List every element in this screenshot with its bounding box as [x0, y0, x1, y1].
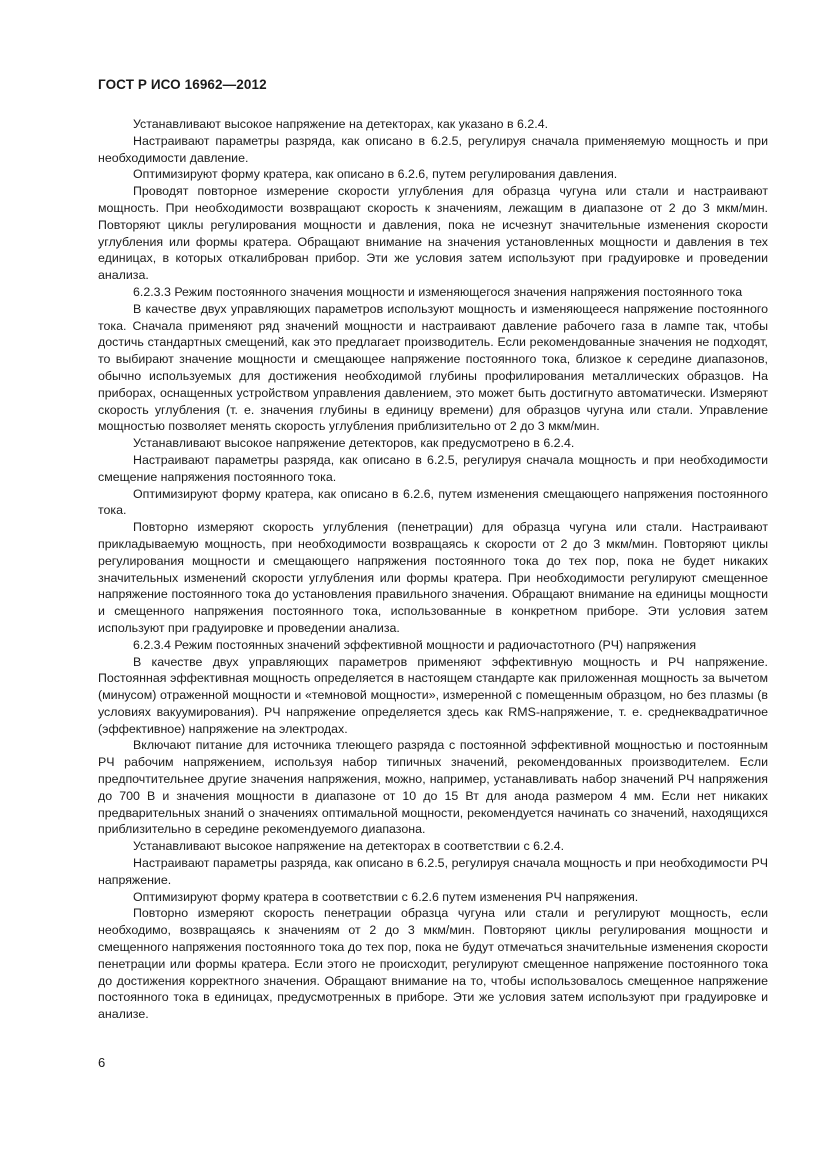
paragraph: Включают питание для источника тлеющего разряда с постоянной эффективной мощностью и постоянным РЧ рабочим напряжением, используя набор типичных значений, рекомендованных производителем. Если предпочтительнее другие значения напряжения, можно, например, устанавливать набор значений РЧ напряжения до 700 В и значения мощности в диапазоне от 10 до 15 Вт для анода размером 4 мм. Если нет никаких предварительных знаний о значениях оптимальной мощности, рекомендуется начинать со значений, находящихся приблизительно в середине рекомендуемого диапазона. [98, 738, 768, 837]
paragraph: Оптимизируют форму кратера, как описано в 6.2.6, путем регулирования давления. [133, 167, 618, 182]
paragraph: Устанавливают высокое напряжение на детекторах, как указано в 6.2.4. [133, 117, 549, 131]
section-heading: 6.2.3.4 Режим постоянных значений эффективной мощности и радиочастотного (РЧ) напряжения [133, 637, 697, 652]
page-number: 6 [98, 1055, 106, 1070]
paragraph: В качестве двух управляющих параметров используют мощность и изменяющееся напряжение постоянного тока. Сначала применяют ряд значений мощности и настраивают давление рабочего газа в лампе так, чтобы достичь стандартных смещений, как это предлагает производитель. Если рекомендованные значения не подходят, то выбирают значение мощности и смещающее напряжение постоянного тока, близкое к середине диапазонов, обычно используемых для достижения необходимой глубины профилирования металлических образцов. На приборах, оснащенных устройством управления давлением, это может быть достигнуто автоматически. Измеряют скорость углубления (т. е. значения глубины в единицу времени) для образцов чугуна или стали. Управление мощностью позволяет менять скорость углубления приблизительно от 2 до 3 мкм/мин. [98, 301, 768, 434]
document-body [98, 116, 768, 1023]
paragraph: Устанавливают высокое напряжение детекторов, как предусмотрено в 6.2.4. [133, 436, 575, 451]
paragraph: Настраивают параметры разряда, как описано в 6.2.5, регулируя сначала применяемую мощность и при необходимости давление. [98, 133, 768, 165]
paragraph: Оптимизируют форму кратера, как описано в 6.2.6, путем изменения смещающего напряжения постоянного тока. [98, 486, 768, 518]
paragraph: Настраивают параметры разряда, как описано в 6.2.5, регулируя сначала мощность и при необходимости РЧ напряжение. [98, 856, 768, 887]
paragraph: Настраивают параметры разряда, как описано в 6.2.5, регулируя сначала мощность и при необходимости смещение напряжения постоянного тока. [98, 452, 768, 484]
document-header: ГОСТ Р ИСО 16962—2012 [98, 77, 267, 92]
paragraph: Оптимизируют форму кратера в соответствии с 6.2.6 путем изменения РЧ напряжения. [133, 889, 639, 904]
paragraph: Проводят повторное измерение скорости углубления для образца чугуна или стали и настраивают мощность. При необходимости возвращают скорость к значениям, лежащим в диапазоне от 2 до 3 мкм/мин. Повторяют циклы регулирования мощности и давления, пока не исчезнут значительные изменения скорости углубления или формы кратера. Обращают внимание на значения установленных мощности и давления в тех единицах, в которых откалиброван прибор. Эти же условия затем используют при градуировке и проведении анализа. [98, 184, 768, 283]
section-heading: 6.2.3.3 Режим постоянного значения мощности и изменяющегося значения напряжения постоянного тока [133, 284, 743, 299]
paragraph: Устанавливают высокое напряжение на детекторах в соответствии с 6.2.4. [133, 839, 565, 854]
paragraph: Повторно измеряют скорость углубления (пенетрации) для образца чугуна или стали. Настраивают прикладываемую мощность, при необходимости возвращаясь к скорости от 2 до 3 мкм/мин. Повторяют циклы регулирования мощности и смещающего напряжения постоянного тока до тех пор, пока не будет никаких значительных изменений скорости углубления или формы кратера. При необходимости регулируют смещенное напряжение постоянного тока до установления правильного значения. Обращают внимание на единицы мощности и смещенного напряжения постоянного тока, использованные в конкретном приборе. Эти условия затем используют при градуировке и проведении анализа. [98, 520, 768, 635]
paragraph: Повторно измеряют скорость пенетрации образца чугуна или стали и регулируют мощность, если необходимо, возвращаясь к значениям от 2 до 3 мкм/мин. Повторяют циклы регулирования мощности и смещенного напряжения постоянного тока до тех пор, пока не будут отмечаться значительные изменения скорости пенетрации или формы кратера. Если этого не происходит, регулируют смещенное напряжение постоянного тока до достижения корректного значения. Обращают внимание на то, чтобы использовалось смещенное напряжение постоянного тока в единицах, предусмотренных в приборе. Эти же условия затем используют при градуировке и анализе. [98, 906, 768, 1022]
paragraph: В качестве двух управляющих параметров применяют эффективную мощность и РЧ напряжение. Постоянная эффективная мощность определяется в настоящем стандарте как приложенная мощность за вычетом (минусом) отраженной мощности и «темновой мощности», измеренной с помещенным образцом, но без плазмы (в условиях вакуумирования). РЧ напряжение определяется здесь как RMS-напряжение, т. е. среднеквадратичное (эффективное) напряжение на электродах. [98, 654, 768, 736]
